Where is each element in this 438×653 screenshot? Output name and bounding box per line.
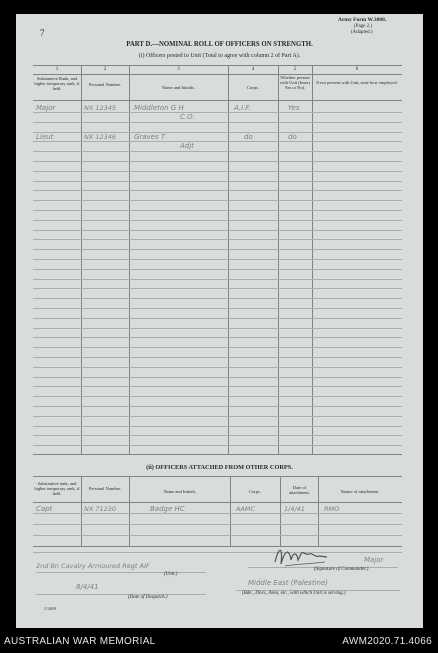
corner-mark: 7 [40, 28, 45, 38]
ruled-line [33, 535, 402, 536]
col-number: 2 [103, 67, 107, 72]
ruled-line [33, 396, 402, 397]
col-number: 1 [55, 67, 59, 72]
column-header: Substantive Rank, and higher temporary rank, if held. [34, 76, 80, 91]
present-cell: Yes [288, 104, 300, 112]
name-cell: Badge HC [150, 505, 185, 513]
ruled-line [33, 367, 402, 368]
number-cell: NX 12345 [84, 104, 117, 112]
adapted-label: (Adapted.) [351, 30, 373, 35]
ruled-line [33, 279, 402, 280]
name-cell: Middleton G H [134, 104, 184, 112]
ruled-line [33, 141, 402, 142]
ruled-line [33, 308, 402, 309]
rank-cell: Major [36, 104, 56, 112]
column-header: Substantive rank, and higher temporary rank, if held. [34, 481, 80, 496]
rank-cell: Lieut [36, 133, 54, 141]
ruled-line [33, 435, 402, 436]
location-value: Middle East (Palestine) [248, 579, 328, 587]
rank-cell: Capt [36, 505, 53, 513]
ruled-line [33, 318, 402, 319]
column-header: If not present with Unit, state how employed. [316, 80, 398, 85]
corps-cell: AAMC [236, 505, 256, 513]
ruled-line [33, 386, 402, 387]
commander-rank: Major [364, 556, 384, 564]
footer-accession: AWM2020.71.4066 [342, 636, 432, 647]
column-header: Whether present with Unit (Insert Yes or No). [280, 75, 310, 90]
form-stamp: J.1469 [44, 606, 56, 611]
number-cell: NX 12346 [84, 133, 117, 141]
ruled-line [33, 406, 402, 407]
ruled-line [33, 269, 402, 270]
footer-institution: AUSTRALIAN WAR MEMORIAL [4, 636, 156, 647]
corps-cell: do [244, 133, 253, 141]
archive-footer [0, 630, 438, 653]
document-page [16, 14, 423, 628]
ruled-line [33, 259, 402, 260]
column-header: Date of attachment. [289, 485, 310, 495]
ruled-line [33, 151, 402, 152]
column-header: Corps. [249, 489, 261, 494]
ruled-line [33, 347, 402, 348]
ruled-line [33, 249, 402, 250]
ruled-line [33, 171, 402, 172]
despatch-value: 8/4/41 [76, 583, 99, 591]
column-header: Nature of attachment. [340, 489, 380, 494]
name-cell-line2: C.O. [180, 113, 195, 121]
number-cell: NX 71230 [84, 505, 117, 513]
column-header: Corps. [247, 85, 259, 90]
despatch-label: (Date of Despatch.) [128, 595, 168, 600]
unit-label: (Unit.) [164, 572, 178, 577]
ruled-line [33, 445, 402, 446]
col-number: 6 [355, 67, 359, 72]
ruled-line [33, 357, 402, 358]
commander-signature [271, 542, 331, 570]
ruled-line [33, 426, 402, 427]
name-cell: Graves T [134, 133, 166, 141]
ruled-line [33, 239, 402, 240]
ruled-line [33, 112, 402, 113]
column-header: Name and Initials. [161, 85, 196, 90]
army-form-label: Army Form W.3008. [338, 17, 387, 23]
col-number: 5 [293, 67, 297, 72]
ruled-line [33, 513, 402, 514]
ruled-line [33, 524, 402, 525]
col-number: 3 [177, 67, 180, 72]
ruled-line [33, 190, 402, 191]
corps-cell: A.I.F. [234, 104, 251, 112]
ruled-line [33, 161, 402, 162]
part-d-title: PART D.—NOMINAL ROLL OF OFFICERS ON STRENGTH. [126, 41, 313, 48]
part-d-subtitle: (i) Officers posted to Unit (Total to agree with column 2 of Part A). [138, 53, 301, 59]
ruled-line [33, 337, 402, 338]
column-header: Personal Number. [88, 486, 122, 491]
ruled-line [33, 122, 402, 123]
ruled-line [33, 230, 402, 231]
ruled-line [33, 298, 402, 299]
ruled-line [33, 181, 402, 182]
page-ref-label: (Page 2.) [354, 24, 373, 29]
present-cell: do [288, 133, 297, 141]
unit-value: 2nd Bn Cavalry Armoured Regt AIF [36, 562, 150, 570]
location-label: (Bde., Divn., Area, etc., with which Unit is serving.) [242, 591, 346, 596]
ruled-line [33, 328, 402, 329]
col-number: 4 [251, 67, 255, 72]
ruled-line [33, 416, 402, 417]
signature-label: (Signature of Commander.) [314, 567, 369, 572]
date-cell: 1/4/41 [284, 505, 305, 513]
ruled-line [33, 220, 402, 221]
part-ii-title: (ii) OFFICERS ATTACHED FROM OTHER CORPS. [146, 464, 293, 471]
column-header: Name and Initials. [163, 489, 197, 494]
name-cell-line2: Adjt [180, 142, 194, 150]
column-header: Personal Number. [88, 82, 122, 87]
ruled-line [33, 288, 402, 289]
ruled-line [33, 210, 402, 211]
nature-cell: RMO [324, 505, 340, 513]
ruled-line [33, 377, 402, 378]
ruled-line [33, 200, 402, 201]
